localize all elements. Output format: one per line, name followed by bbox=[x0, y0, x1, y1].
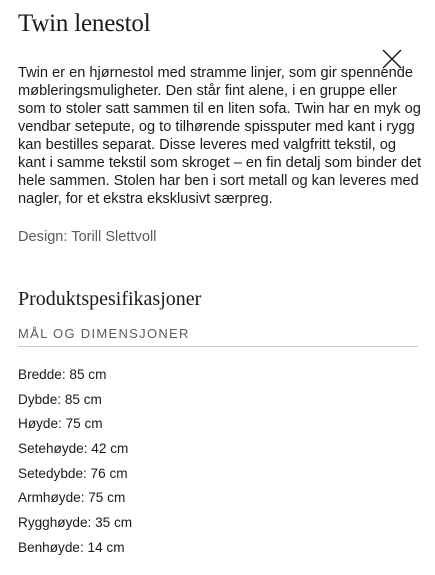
spec-item-arm-height: Armhøyde: 75 cm bbox=[18, 490, 126, 506]
spec-item-seat-depth: Setedybde: 76 cm bbox=[18, 465, 128, 481]
section-divider bbox=[18, 346, 418, 347]
spec-item-width: Bredde: 85 cm bbox=[18, 367, 107, 382]
specifications-heading: Produktspesifikasjoner bbox=[18, 288, 202, 310]
product-title: Twin lenestol bbox=[18, 10, 151, 37]
spec-item-depth: Dybde: 85 cm bbox=[18, 391, 102, 407]
dimensions-list bbox=[18, 366, 132, 564]
dimensions-subheading: MÅL OG DIMENSJONER bbox=[18, 326, 190, 341]
spec-item-seat-height: Setehøyde: 42 cm bbox=[18, 441, 129, 457]
product-description: Twin er en hjørnestol med stramme linjer, som gir spennende møbleringsmuligheter. Den står fint alene, i en gruppe eller som to stoler satt sammen til en liten sofa. Twin har en myk og vendbar setepute, og to tilhørende spissputer med kant i rygg kan bestilles separat. Disse leveres med valgfritt tekstil, og kant i samme tekstil som skroget – en fin detalj som binder det hele sammen. Stolen har ben i sort metall og kan leveres med nagler, for et ekstra eksklusivt særpreg. bbox=[18, 65, 422, 207]
spec-item-height: Høyde: 75 cm bbox=[18, 416, 103, 432]
spec-item-back-height: Rygghøyde: 35 cm bbox=[18, 515, 133, 531]
spec-item-leg-height: Benhøyde: 14 cm bbox=[18, 539, 125, 555]
product-designer: Design: Torill Slettvoll bbox=[18, 229, 157, 245]
